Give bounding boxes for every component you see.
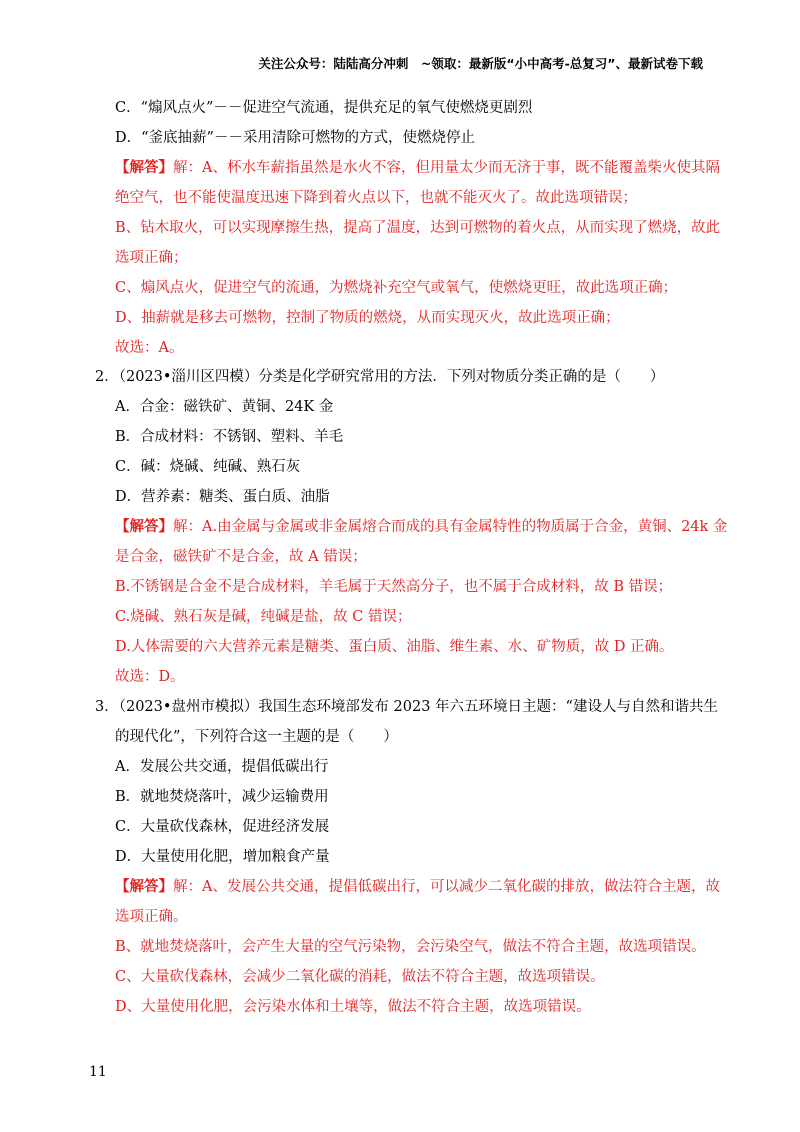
- q3-option-d: D．大量使用化肥，增加粮食产量: [115, 849, 330, 865]
- page-number: 11: [89, 1064, 107, 1080]
- q1-answer-line-4: 选项正确；: [115, 250, 188, 266]
- q1-answer-line-5: C、煽风点火，促进空气的流通，为燃烧补充空气或氧气，使燃烧更旺，故此选项正确；: [115, 280, 678, 296]
- q2-option-c: C．碱：烧碱、纯碱、熟石灰: [115, 459, 301, 475]
- q1-option-d: D．“釜底抽薪”－－采用清除可燃物的方式，使燃烧停止: [115, 130, 475, 146]
- q2-answer-line-1: 【解答】解：A.由金属与金属或非金属熔合而成的具有金属特性的物质属于合金，黄铜、24k 金: [115, 518, 728, 535]
- q1-answer-line-2: 绝空气，也不能使温度迅速下降到着火点以下，也就不能灭火了。故此选项错误；: [115, 190, 637, 206]
- q1-answer-line-7: 故选：A。: [115, 340, 184, 356]
- q3-stem-line-2: 的现代化”，下列符合这一主题的是（ ）: [115, 729, 398, 745]
- q2-answer-line-5: D.人体需要的六大营养元素是糖类、蛋白质、油脂、维生素、水、矿物质，故 D 正确。: [115, 639, 674, 655]
- q3-answer-line-5: D、大量使用化肥，会污染水体和土壤等，做法不符合主题，故选项错误。: [115, 999, 591, 1015]
- q3-option-c: C．大量砍伐森林，促进经济发展: [115, 819, 330, 835]
- q2-answer-line-2: 是合金，磁铁矿不是合金，故 A 错误；: [115, 549, 367, 565]
- q2-stem: 2．（2023•淄川区四模）分类是化学研究常用的方法．下列对物质分类正确的是（ ）: [95, 369, 665, 385]
- q3-option-a: A．发展公共交通，提倡低碳出行: [115, 759, 329, 775]
- q2-answer-line-6: 故选：D。: [115, 669, 185, 685]
- q3-answer-tag: 【解答】: [115, 878, 173, 895]
- q2-answer-line-3: B.不锈钢是合金不是合成材料，羊毛属于天然高分子，也不属于合成材料，故 B 错误；: [115, 579, 673, 595]
- q1-answer-line-1: 【解答】解：A、杯水车薪指虽然是水火不容，但用量太少而无济于事，既不能覆盖柴火使其隔: [115, 159, 720, 176]
- q3-answer-line-3: B、就地焚烧落叶，会产生大量的空气污染物，会污染空气，做法不符合主题，故选项错误。: [115, 939, 706, 955]
- q2-option-d: D．营养素：糖类、蛋白质、油脂: [115, 489, 330, 505]
- q1-answer-line-3: B、钻木取火，可以实现摩擦生热，提高了温度，达到可燃物的着火点，从而实现了燃烧，故此: [115, 220, 721, 236]
- q2-option-a: A．合金：磁铁矿、黄铜、24K 金: [115, 399, 334, 415]
- q3-stem-line-1: 3．（2023•盘州市模拟）我国生态环境部发布 2023 年六五环境日主题：“建设人与自然和谐共生: [95, 699, 718, 715]
- q3-answer-line-4: C、大量砍伐森林，会减少二氧化碳的消耗，做法不符合主题，故选项错误。: [115, 969, 605, 985]
- q3-answer-line-1: 【解答】解：A、发展公共交通，提倡低碳出行，可以减少二氧化碳的排放，做法符合主题，故: [115, 878, 720, 895]
- q1-answer-tag: 【解答】: [115, 159, 173, 176]
- q2-option-b: B．合成材料：不锈钢、塑料、羊毛: [115, 429, 344, 445]
- q3-answer-line-2: 选项正确。: [115, 909, 188, 925]
- q1-answer-line-6: D、抽薪就是移去可燃物，控制了物质的燃烧，从而实现灭火，故此选项正确；: [115, 310, 620, 326]
- q2-answer-line-4: C.烧碱、熟石灰是碱，纯碱是盐，故 C 错误；: [115, 609, 412, 625]
- q2-answer-tag: 【解答】: [115, 518, 173, 535]
- q3-option-b: B．就地焚烧落叶，减少运输费用: [115, 789, 329, 805]
- q1-option-c: C．“煽风点火”－－促进空气流通，提供充足的氧气使燃烧更剧烈: [115, 100, 533, 116]
- page-header: 关注公众号：陆陆高分冲刺 ~领取：最新版“小中高考-总复习”、最新试卷下载: [258, 56, 703, 71]
